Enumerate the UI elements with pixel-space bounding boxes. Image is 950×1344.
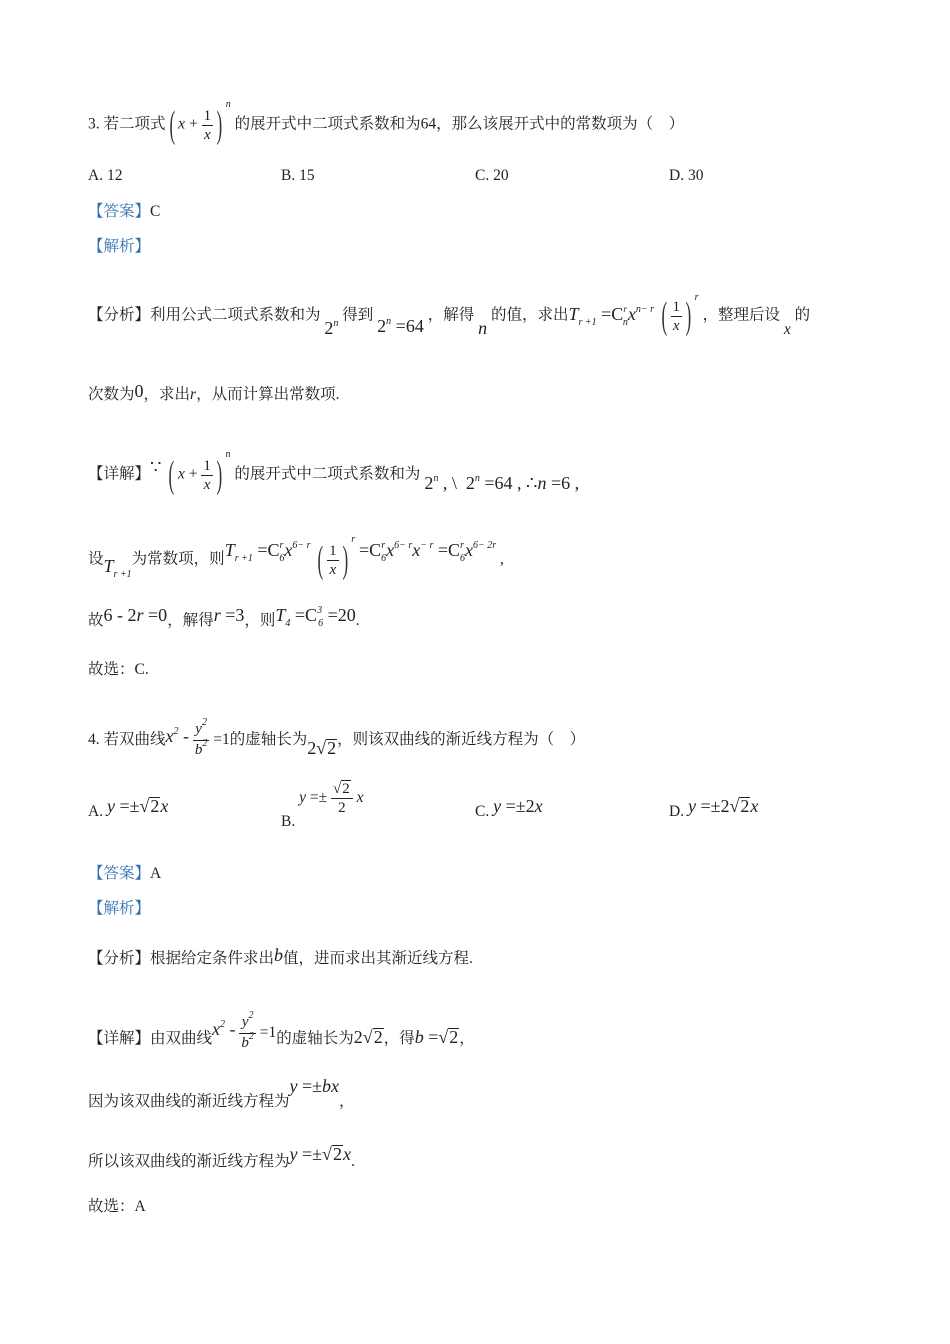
q3-detail-line3: 故6 - 2r =0，解得r =3，则$T_4 =C^3_6 =20$. <box>88 605 360 629</box>
analysis-text: ，从而计算出常数项. <box>196 386 340 403</box>
q4-detail-line2: 因为该双曲线的渐近线方程为y =±bx， <box>88 1076 355 1110</box>
analysis-text: ，解得 <box>427 306 475 324</box>
option-label: A. <box>88 803 104 820</box>
answer-tag: 【答案】 <box>88 865 151 882</box>
detail-text: 故 <box>88 612 104 629</box>
detail-text: 所以该双曲线的渐近线方程为 <box>88 1153 290 1170</box>
detail-text: ，得 <box>383 1030 415 1048</box>
analysis-text: 次数为 <box>88 386 135 403</box>
analysis-text: 得到 <box>342 306 374 324</box>
q3-option-a: A. 12 <box>88 167 123 184</box>
q3-analysis-line1: 【分析】利用公式二项式系数和为 2$^n$ 得到 $2^n =64$ ，解得 n 的值，求出$T_{r +1} =C^r_nx^{n- r}$ ( $\frac{1}{x}$ ) $^r$ ，整理后设 x 的 <box>88 291 811 338</box>
answer-tag: 【答案】 <box>88 203 151 220</box>
detail-text: ，解得 <box>167 612 214 629</box>
detail-text: 由双曲线 <box>150 1030 213 1048</box>
detail-tag: 【详解】 <box>88 465 151 483</box>
q4-analysis: 【分析】根据给定条件求出b值，进而求出其渐近线方程. <box>88 945 473 967</box>
q4-option-c: C. y =±2x <box>475 796 543 820</box>
q4-conclusion: 故选：A <box>88 1198 146 1215</box>
analysis-text: ，求出 <box>143 386 191 403</box>
detail-text: ， <box>459 1030 475 1048</box>
q3-option-c: C. 20 <box>475 167 509 184</box>
q3-stem-suffix: 的展开式中二项式系数和为64，那么该展开式中的常数项为（ ） <box>234 115 685 133</box>
q4-stem-suffix: ，则该双曲线的渐近线方程为（ ） <box>337 731 586 749</box>
q3-detail-line1: 【详解】∵ ( x + $\frac{1}{x}$ ) $^n$ 的展开式中二项式系数和为 2$^n$ , \ $2^n =64$ , ∴n =6 , <box>88 448 580 496</box>
analysis-tag: 【分析】 <box>88 950 151 967</box>
option-label: B. <box>281 813 296 831</box>
q4-option-a: A. y =±√2x <box>88 796 169 820</box>
q4-stem: 4. 若双曲线$x^2$ - $\frac{y^2}{b^2}$ =1的虚轴长为2√2，则该双曲线的渐近线方程为（ ） <box>88 717 586 759</box>
q3-conclusion: 故选：C. <box>88 661 149 678</box>
analysis-text: 的值，求出 <box>490 306 569 324</box>
detail-text: 因为该双曲线的渐近线方程为 <box>88 1093 290 1110</box>
analysis-text: 根据给定条件求出 <box>150 950 275 967</box>
answer-value: A <box>150 865 162 882</box>
q3-option-d: D. 30 <box>669 167 704 184</box>
q4-detail-line3: 所以该双曲线的渐近线方程为y =±√2x. <box>88 1144 355 1170</box>
q3-answer <box>88 202 160 222</box>
option-label: D. <box>669 803 685 820</box>
detail-text: ， <box>339 1093 355 1110</box>
q3-option-b: B. 15 <box>281 167 315 184</box>
detail-text: ，则 <box>244 612 276 629</box>
q4-detail-line1: 【详解】由双曲线$x^2$ - $\frac{y^2}{b^2}$ =1的虚轴长为2√2，得b =√2， <box>88 1010 475 1051</box>
detail-text: 为常数项，则 <box>131 550 225 568</box>
detail-text: 的展开式中二项式系数和为 <box>234 465 421 483</box>
detail-text: . <box>355 612 360 629</box>
detail-text: . <box>350 1153 355 1170</box>
analysis-text: ，整理后设 <box>702 306 780 324</box>
detail-text: 设 <box>88 550 104 568</box>
q4-stem-prefix: 4. 若双曲线 <box>88 731 166 749</box>
q4-option-d: D. y =±2√2x <box>669 796 759 820</box>
analysis-text: 利用公式二项式系数和为 <box>150 306 321 324</box>
detail-tag: 【详解】 <box>88 1030 151 1048</box>
q3-stem-prefix: 3. 若二项式 <box>88 115 166 133</box>
q4-jiexi-tag: 【解析】 <box>88 900 151 917</box>
analysis-tag: 【分析】 <box>88 306 151 324</box>
detail-text: 的虚轴长为 <box>276 1030 354 1048</box>
option-label: C. <box>475 803 490 820</box>
answer-value: C <box>150 203 161 220</box>
q4-option-b: B. y =± $\frac{√2}{2}$ x <box>281 781 364 831</box>
q4-stem-mid: 的虚轴长为 <box>229 731 308 749</box>
q3-stem: 3. 若二项式( x + $\frac{1}{x}$ ) $^n$ 的展开式中二项式系数和为64，那么该展开式中的常数项为（ ） <box>88 98 685 146</box>
q3-detail-line2: 设$T_{r +1}$为常数项，则$T_{r +1} =C^r_6x^{6- r}$ ( $\frac{1}{x}$ ) $^r =C^r_6x^{6- r}x^{- r} =C^r_6x^{6- 2r}$ , <box>88 533 504 581</box>
q3-analysis-line2: 次数为0，求出r，从而计算出常数项. <box>88 381 340 403</box>
q3-jiexi-tag: 【解析】 <box>88 238 151 255</box>
analysis-text: 的 <box>794 306 811 324</box>
q4-answer <box>88 864 161 884</box>
analysis-text: 值，进而求出其渐近线方程. <box>283 950 473 967</box>
